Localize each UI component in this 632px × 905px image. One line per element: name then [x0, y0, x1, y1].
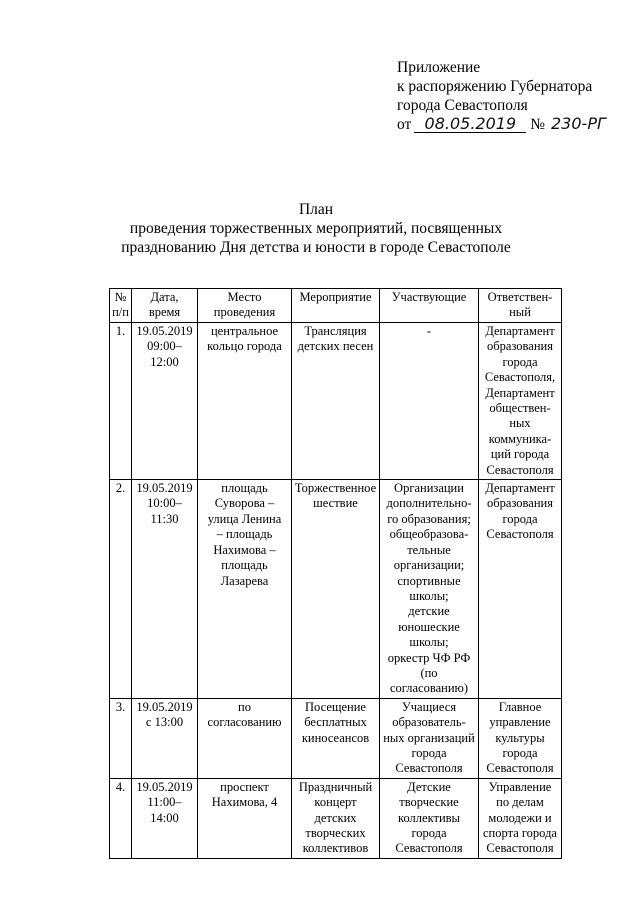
row-number: 3. — [110, 698, 132, 778]
decree-reference: к распоряжению Губернатора — [397, 78, 593, 95]
row-number: 4. — [110, 778, 132, 858]
handwritten-date: 08.05.2019 — [414, 115, 526, 133]
date-number-line — [397, 115, 606, 134]
header-venue: Место проведения — [198, 289, 292, 323]
document-title — [0, 200, 632, 257]
table-header-row — [110, 289, 562, 323]
header-number: № п/п — [110, 289, 132, 323]
row-date-time: 19.05.2019 с 13:00 — [132, 698, 198, 778]
row-responsible: Главное управление культуры города Севастополя — [479, 698, 562, 778]
row-responsible: Департамент образования города Севастополя — [479, 480, 562, 699]
title-plan: План — [298, 201, 334, 218]
row-participants: Детские творческие коллективы города Севастополя — [380, 778, 479, 858]
header-event: Мероприятие — [292, 289, 380, 323]
events-table — [109, 288, 562, 859]
row-venue: центральное кольцо города — [198, 323, 292, 480]
row-venue: по согласованию — [198, 698, 292, 778]
number-label: № — [530, 116, 545, 133]
row-event: Посещение бесплатных киносеансов — [292, 698, 380, 778]
appendix-label: Приложение — [397, 59, 481, 76]
appendix-header — [397, 58, 606, 134]
row-event: Праздничный концерт детских творческих коллективов — [292, 778, 380, 858]
row-venue: проспект Нахимова, 4 — [198, 778, 292, 858]
row-event: Торжественное шествие — [292, 480, 380, 699]
row-number: 2. — [110, 480, 132, 699]
header-participants: Участвующие — [380, 289, 479, 323]
row-date-time: 19.05.2019 10:00–11:30 — [132, 480, 198, 699]
city-reference: города Севастополя — [397, 97, 528, 114]
row-responsible: Департамент образования города Севастополя, Департамент обществен- ных коммуника- ций города Севастополя — [479, 323, 562, 480]
row-participants: - — [380, 323, 479, 480]
handwritten-number: 230-РГ — [551, 114, 606, 133]
row-venue: площадь Суворова – улица Ленина – площадь Нахимова – площадь Лазарева — [198, 480, 292, 699]
row-participants: Организации дополнительно- го образования; общеобразова- тельные организации; спортивные школы; детские юношеские школы; оркестр ЧФ РФ (по согласованию) — [380, 480, 479, 699]
row-number: 1. — [110, 323, 132, 480]
title-subline-1: проведения торжественных мероприятий, посвященных — [129, 220, 503, 237]
title-subline-2: празднованию Дня детства и юности в городе Севастополе — [121, 239, 511, 256]
row-date-time: 19.05.2019 11:00–14:00 — [132, 778, 198, 858]
table-row — [110, 698, 562, 778]
row-participants: Учащиеся образователь- ных организаций города Севастополя — [380, 698, 479, 778]
row-responsible: Управление по делам молодежи и спорта города Севастополя — [479, 778, 562, 858]
from-label: от — [397, 116, 412, 133]
row-event: Трансляция детских песен — [292, 323, 380, 480]
table-row — [110, 480, 562, 699]
table-row — [110, 323, 562, 480]
header-responsible: Ответствен- ный — [479, 289, 562, 323]
row-date-time: 19.05.2019 09:00–12:00 — [132, 323, 198, 480]
header-date-time: Дата, время — [132, 289, 198, 323]
table-row — [110, 778, 562, 858]
